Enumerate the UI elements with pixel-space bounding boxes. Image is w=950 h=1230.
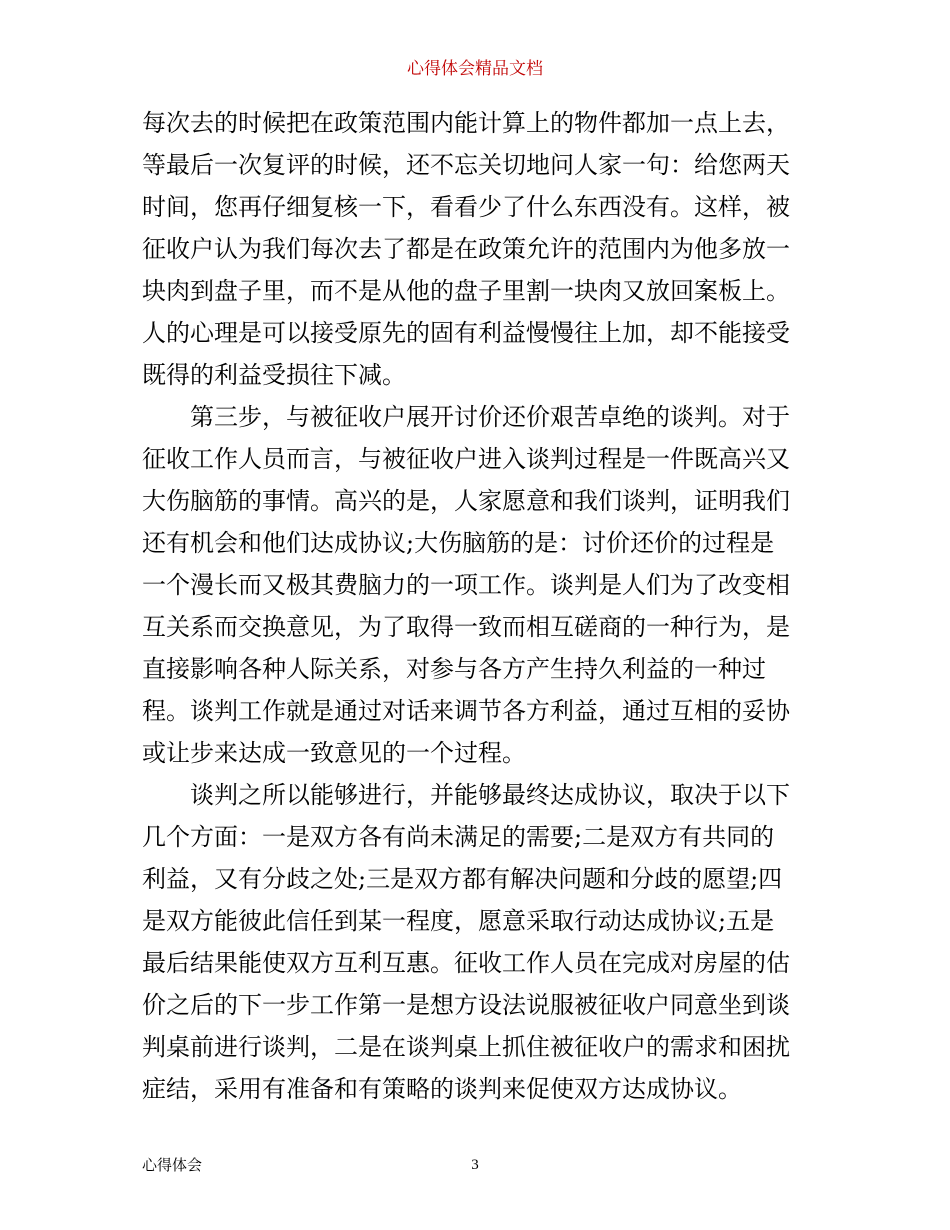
body-line: 程。谈判工作就是通过对话来调节各方利益，通过互相的妥协: [142, 697, 790, 725]
body-line: 症结，采用有准备和有策略的谈判来促使双方达成协议。: [142, 1075, 742, 1103]
paragraph-start-line: 第三步，与被征收户展开讨价还价艰苦卓绝的谈判。对于: [190, 403, 790, 431]
body-line: 征收户认为我们每次去了都是在政策允许的范围内为他多放一: [142, 235, 790, 263]
paragraph-start-line: 谈判之所以能够进行，并能够最终达成协议，取决于以下: [190, 781, 790, 809]
body-line: 每次去的时候把在政策范围内能计算上的物件都加一点上去，: [142, 109, 790, 137]
body-line: 既得的利益受损往下减。: [142, 361, 406, 389]
body-line: 还有机会和他们达成协议;大伤脑筋的是：讨价还价的过程是: [142, 529, 775, 557]
body-line: 互关系而交换意见，为了取得一致而相互磋商的一种行为，是: [142, 613, 790, 641]
header-title: 心得体会精品文档: [407, 59, 543, 79]
page-number: 3: [471, 1157, 479, 1173]
body-line: 时间，您再仔细复核一下，看看少了什么东西没有。这样，被: [142, 193, 790, 221]
body-line: 或让步来达成一致意见的一个过程。: [142, 739, 526, 767]
body-line: 价之后的下一步工作第一是想方设法说服被征收户同意坐到谈: [142, 991, 790, 1019]
body-line: 直接影响各种人际关系，对参与各方产生持久利益的一种过: [142, 655, 766, 683]
body-line: 一个漫长而又极其费脑力的一项工作。谈判是人们为了改变相: [142, 571, 790, 599]
body-line: 大伤脑筋的事情。高兴的是，人家愿意和我们谈判，证明我们: [142, 487, 790, 515]
body-line: 利益，又有分歧之处;三是双方都有解决问题和分歧的愿望;四: [142, 865, 783, 893]
body-line: 判桌前进行谈判，二是在谈判桌上抓住被征收户的需求和困扰: [142, 1033, 790, 1061]
body-line: 征收工作人员而言，与被征收户进入谈判过程是一件既高兴又: [142, 445, 790, 473]
body-line: 几个方面：一是双方各有尚未满足的需要;二是双方有共同的: [142, 823, 775, 851]
body-line: 最后结果能使双方互利互惠。征收工作人员在完成对房屋的估: [142, 949, 790, 977]
footer-label: 心得体会: [142, 1156, 203, 1174]
body-text: [142, 102, 812, 1110]
body-line: 是双方能彼此信任到某一程度，愿意采取行动达成协议;五是: [142, 907, 775, 935]
body-line: 人的心理是可以接受原先的固有利益慢慢往上加，却不能接受: [142, 319, 790, 347]
body-line: 块肉到盘子里，而不是从他的盘子里割一块肉又放回案板上。: [142, 277, 790, 305]
body-line: 等最后一次复评的时候，还不忘关切地问人家一句：给您两天: [142, 151, 790, 179]
